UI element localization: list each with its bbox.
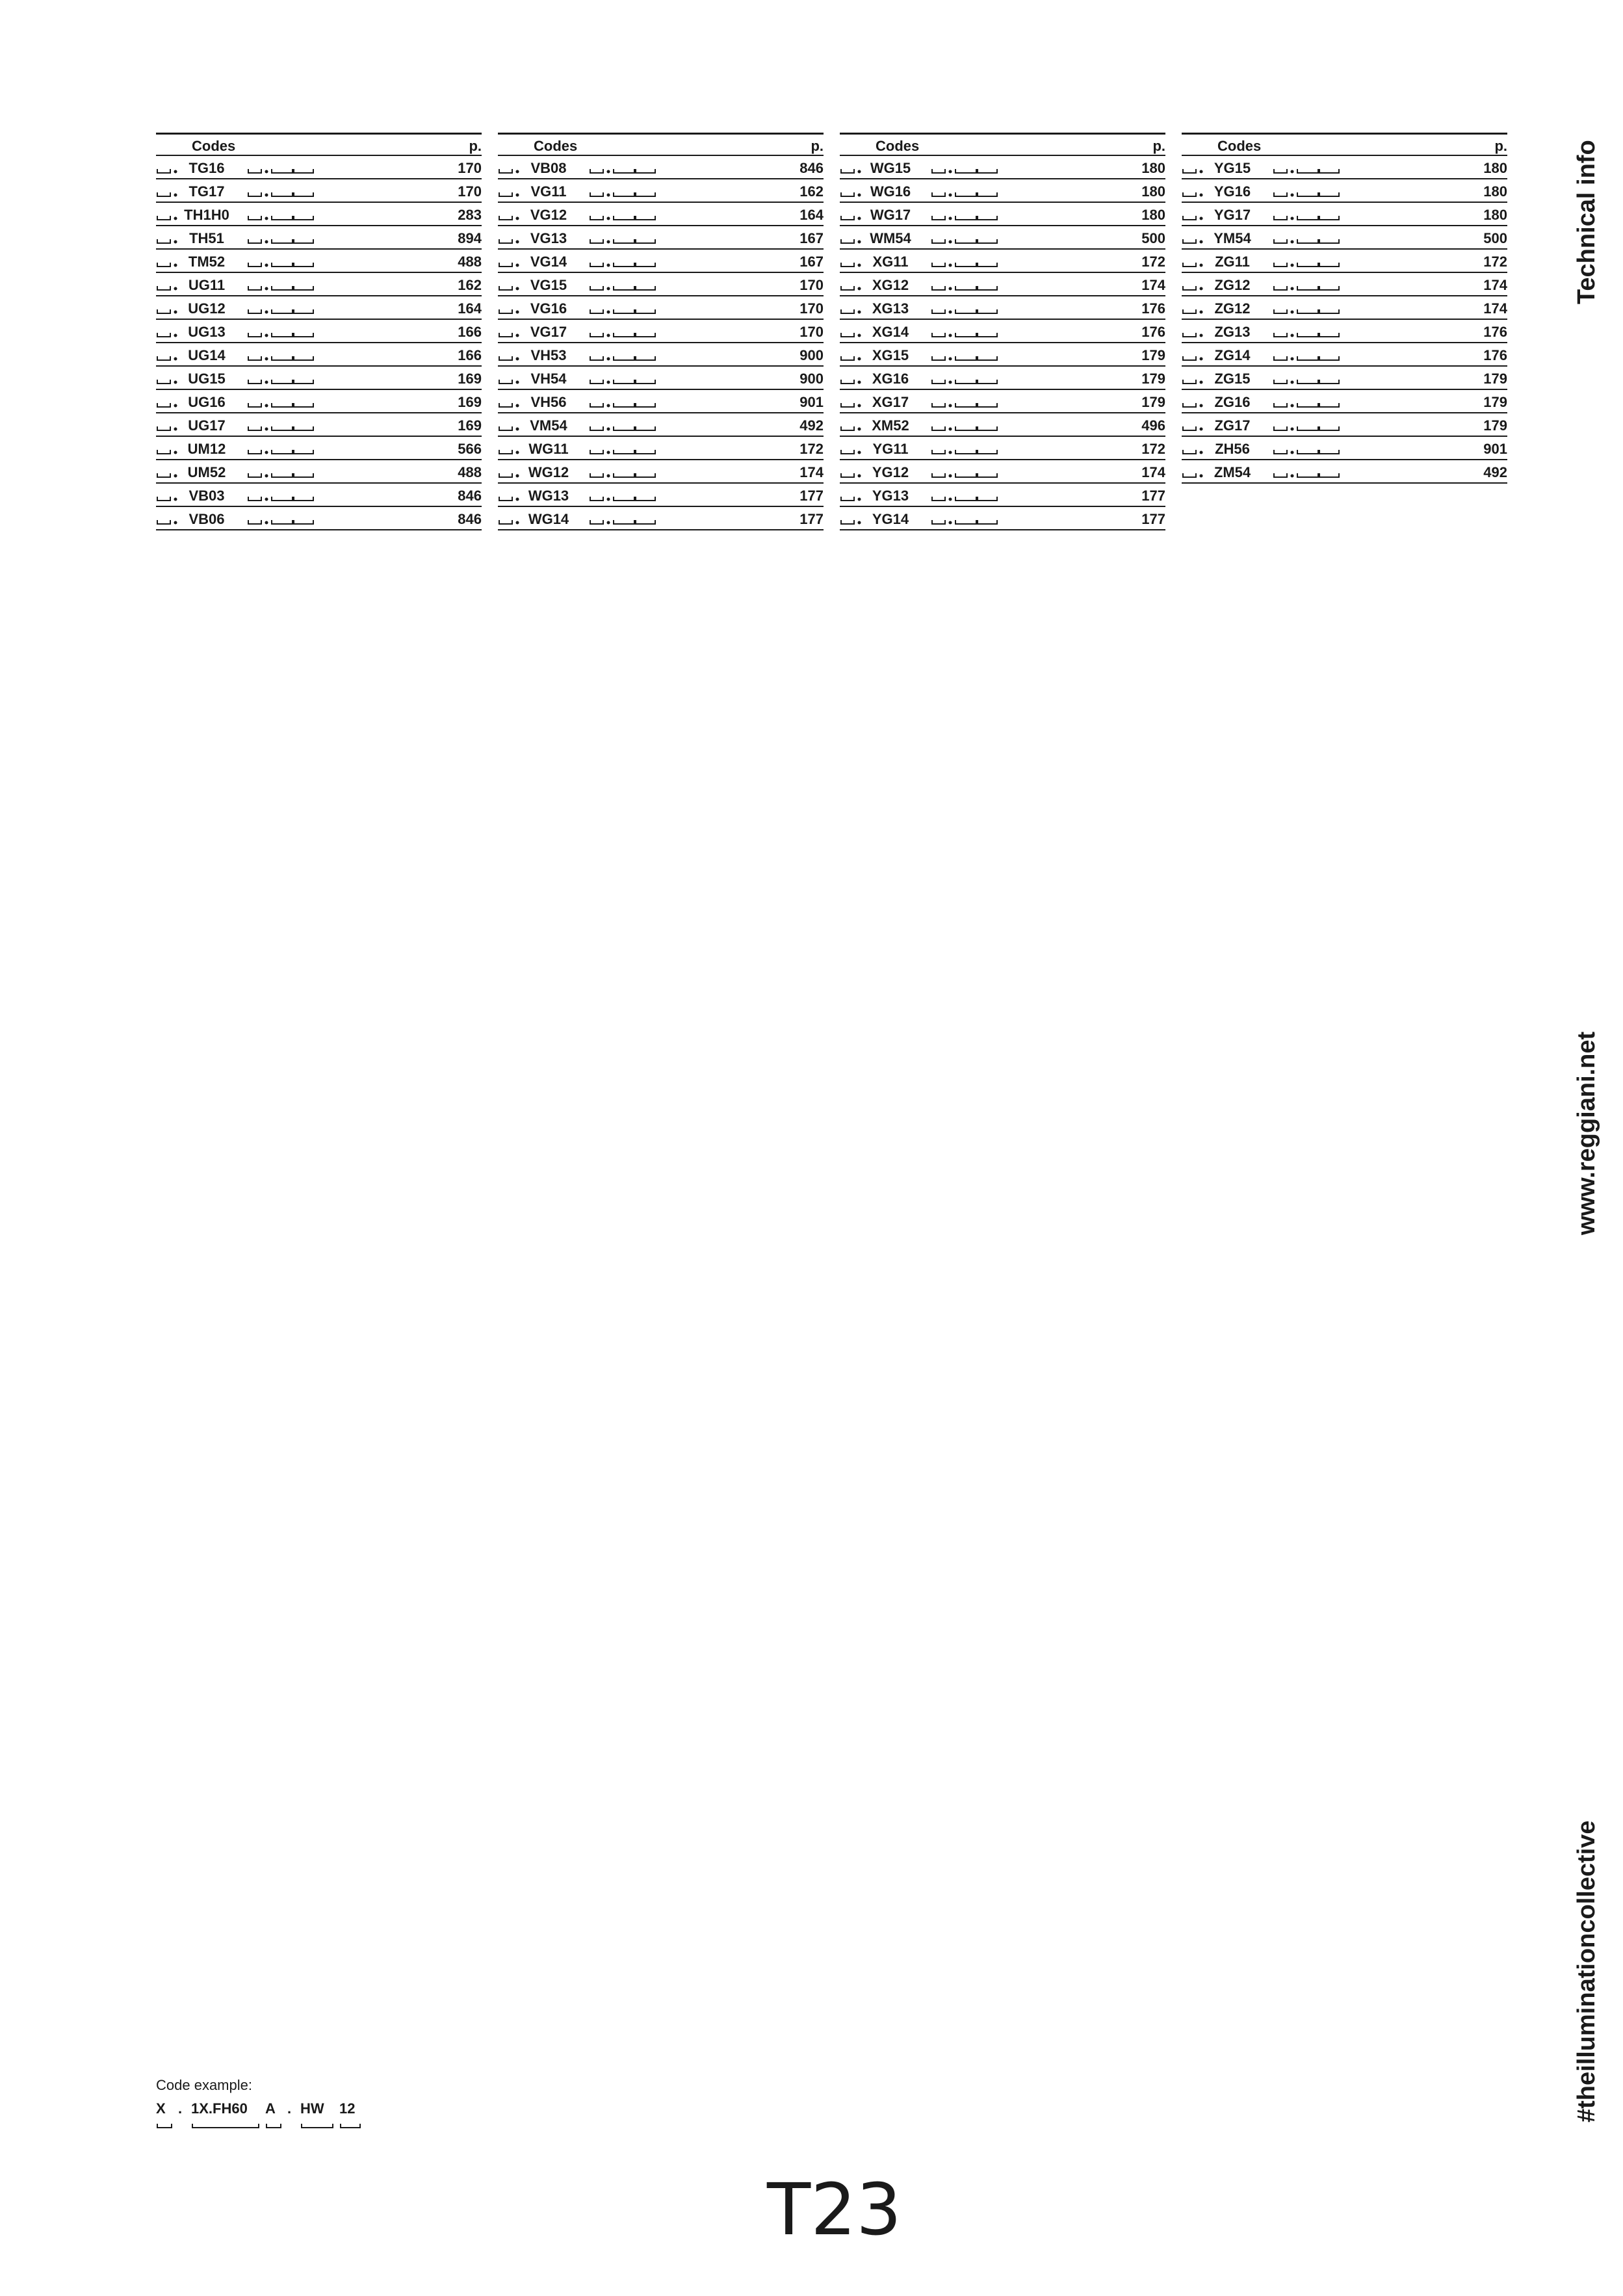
page-ref[interactable]: 177 [799,511,824,527]
suffix-placeholder-icon [1273,300,1340,316]
table-row [840,460,1165,484]
product-code: ZG17 [1214,417,1251,434]
product-code: TM52 [188,254,226,270]
product-code: VB03 [188,488,225,504]
suffix-placeholder-icon [1273,441,1340,456]
table-row [840,296,1165,320]
suffix-placeholder-icon [589,324,656,339]
page-ref[interactable]: 169 [458,371,482,387]
product-code: VG11 [530,183,567,200]
suffix-placeholder-icon [589,371,656,386]
code-part: X [156,2100,166,2117]
table-header [156,133,482,156]
codes-header: Codes [1217,138,1262,154]
suffix-placeholder-icon [247,254,315,269]
table-row [1182,250,1507,273]
product-code: YG17 [1214,207,1251,223]
product-code: ZH56 [1215,441,1250,457]
page-ref[interactable]: 180 [1141,160,1165,176]
table-header [840,133,1165,156]
page-ref[interactable]: 894 [458,230,482,246]
product-code: XM52 [872,417,909,434]
product-code: UG13 [188,324,226,340]
page-ref[interactable]: 488 [458,254,482,270]
product-code: ZM54 [1214,464,1251,480]
product-code: TH51 [189,230,224,246]
page-ref[interactable]: 177 [1141,488,1165,504]
code-part-bracket-icon [265,2115,282,2130]
codes-header: Codes [192,138,236,154]
page-ref[interactable]: 174 [1141,464,1165,480]
suffix-placeholder-icon [247,207,315,222]
code-separator: . [178,2100,183,2117]
product-code: UG12 [188,300,226,317]
product-code: WG12 [528,464,569,480]
code-part: A [265,2100,276,2117]
suffix-placeholder-icon [589,441,656,456]
page-ref[interactable]: 492 [1483,464,1507,480]
product-code: WG16 [870,183,911,200]
page-ref[interactable]: 176 [1141,300,1165,317]
table-row [1182,367,1507,390]
table-row [498,343,824,367]
page-ref[interactable]: 566 [458,441,482,457]
table-row [498,179,824,203]
table-row [1182,296,1507,320]
product-code: YG14 [872,511,909,527]
table-row [498,460,824,484]
table-row [840,437,1165,460]
table-row [156,390,482,413]
page-ref[interactable]: 164 [458,300,482,317]
suffix-placeholder-icon [931,230,998,246]
product-code: VG16 [530,300,567,317]
product-code: ZG12 [1214,277,1251,293]
page-ref[interactable]: 164 [799,207,824,223]
page-ref[interactable]: 174 [1483,277,1507,293]
table-row [498,437,824,460]
suffix-placeholder-icon [247,417,315,433]
page-ref[interactable]: 179 [1141,371,1165,387]
page-ref[interactable]: 162 [799,183,824,200]
table-row [840,343,1165,367]
product-code: XG14 [872,324,909,340]
suffix-placeholder-icon [247,511,315,527]
suffix-placeholder-icon [589,464,656,480]
product-code: ZG16 [1214,394,1251,410]
code-part-bracket-icon [191,2115,260,2130]
codes-header: Codes [876,138,920,154]
page-ref[interactable]: 900 [799,347,824,363]
table-row [840,250,1165,273]
suffix-placeholder-icon [931,277,998,293]
product-code: VH56 [530,394,567,410]
suffix-placeholder-icon [247,488,315,503]
page-ref[interactable]: 177 [799,488,824,504]
page-ref[interactable]: 846 [458,511,482,527]
suffix-placeholder-icon [931,371,998,386]
codes-header: Codes [534,138,578,154]
page-ref[interactable]: 500 [1483,230,1507,246]
product-code: VG12 [530,207,567,223]
product-code: VH53 [530,347,567,363]
table-row [156,343,482,367]
table-row [840,507,1165,530]
suffix-placeholder-icon [589,277,656,293]
table-row [156,484,482,507]
page-ref[interactable]: 176 [1483,347,1507,363]
page-ref[interactable]: 180 [1483,183,1507,200]
page-ref[interactable]: 162 [458,277,482,293]
suffix-placeholder-icon [247,371,315,386]
page-ref[interactable]: 169 [458,417,482,434]
page-ref[interactable]: 170 [799,300,824,317]
suffix-placeholder-icon [1273,371,1340,386]
product-code: VB06 [188,511,225,527]
page-ref[interactable]: 901 [799,394,824,410]
product-code: YM54 [1214,230,1251,246]
code-example-label: Code example: [156,2077,252,2093]
page-header: p. [1494,138,1507,154]
product-code: VG14 [530,254,567,270]
suffix-placeholder-icon [931,511,998,527]
product-code: VG17 [530,324,567,340]
suffix-placeholder-icon [1273,160,1340,176]
table-row [1182,320,1507,343]
table-row [840,273,1165,296]
page-ref[interactable]: 496 [1141,417,1165,434]
suffix-placeholder-icon [247,300,315,316]
table-row [840,413,1165,437]
product-code: VH54 [530,371,567,387]
table-row [498,484,824,507]
product-code: WG14 [528,511,569,527]
table-row [1182,273,1507,296]
page-ref[interactable]: 900 [799,371,824,387]
suffix-placeholder-icon [931,488,998,503]
table-row [840,320,1165,343]
suffix-placeholder-icon [1273,324,1340,339]
page-ref[interactable]: 167 [799,230,824,246]
table-row [498,226,824,250]
suffix-placeholder-icon [247,324,315,339]
code-part-bracket-icon [339,2115,361,2130]
table-row [840,226,1165,250]
suffix-placeholder-icon [247,160,315,176]
suffix-placeholder-icon [589,488,656,503]
page-ref[interactable]: 179 [1141,394,1165,410]
product-code: XG17 [872,394,909,410]
table-row [840,390,1165,413]
suffix-placeholder-icon [1273,207,1340,222]
suffix-placeholder-icon [931,324,998,339]
page-ref[interactable]: 176 [1141,324,1165,340]
suffix-placeholder-icon [1273,183,1340,199]
table-row [498,367,824,390]
table-row [1182,226,1507,250]
table-row [1182,390,1507,413]
suffix-placeholder-icon [1273,277,1340,293]
page-ref[interactable]: 167 [799,254,824,270]
table-row [156,296,482,320]
suffix-placeholder-icon [931,417,998,433]
table-header [498,133,824,156]
code-table-column-2 [498,133,824,530]
page-ref[interactable]: 488 [458,464,482,480]
product-code: XG16 [872,371,909,387]
page-ref[interactable]: 172 [1141,254,1165,270]
suffix-placeholder-icon [247,347,315,363]
code-part-bracket-icon [300,2115,334,2130]
product-code: WG13 [528,488,569,504]
table-row [498,156,824,179]
table-row [1182,460,1507,484]
table-row [156,367,482,390]
page-ref[interactable]: 846 [458,488,482,504]
page-ref[interactable]: 172 [799,441,824,457]
table-row [156,156,482,179]
product-code: UM12 [187,441,226,457]
product-code: YG15 [1214,160,1251,176]
table-row [156,179,482,203]
table-row [498,320,824,343]
table-row [156,507,482,530]
product-code: ZG12 [1214,300,1251,317]
table-row [840,203,1165,226]
product-code: UG14 [188,347,226,363]
page-ref[interactable]: 170 [458,160,482,176]
suffix-placeholder-icon [589,417,656,433]
page-ref[interactable]: 180 [1483,207,1507,223]
suffix-placeholder-icon [589,254,656,269]
page-ref[interactable]: 170 [799,277,824,293]
table-header [1182,133,1507,156]
product-code: ZG11 [1215,254,1250,270]
table-row [156,437,482,460]
code-part: 1X.FH60 [191,2100,248,2117]
page-ref[interactable]: 179 [1483,371,1507,387]
page-ref[interactable]: 179 [1483,394,1507,410]
page-ref[interactable]: 172 [1483,254,1507,270]
page-header: p. [469,138,482,154]
table-row [840,179,1165,203]
table-row [1182,156,1507,179]
product-code: UM52 [187,464,226,480]
suffix-placeholder-icon [931,300,998,316]
table-row [498,273,824,296]
suffix-placeholder-icon [247,277,315,293]
table-row [840,367,1165,390]
table-row [1182,179,1507,203]
page-ref[interactable]: 846 [799,160,824,176]
product-code: YG11 [872,441,909,457]
suffix-placeholder-icon [931,347,998,363]
suffix-placeholder-icon [589,300,656,316]
page-ref[interactable]: 492 [799,417,824,434]
suffix-placeholder-icon [247,183,315,199]
table-row [840,156,1165,179]
suffix-placeholder-icon [931,464,998,480]
page-ref[interactable]: 174 [1483,300,1507,317]
page-ref[interactable]: 901 [1483,441,1507,457]
page-ref[interactable]: 500 [1141,230,1165,246]
product-code: ZG15 [1214,371,1251,387]
suffix-placeholder-icon [931,207,998,222]
page-ref[interactable]: 176 [1483,324,1507,340]
table-row [156,320,482,343]
product-code: VG15 [530,277,567,293]
product-code: TG17 [188,183,225,200]
code-table-column-4 [1182,133,1507,484]
suffix-placeholder-icon [589,207,656,222]
page-ref[interactable]: 179 [1141,347,1165,363]
table-row [498,250,824,273]
product-code: YG16 [1214,183,1251,200]
page-header: p. [811,138,824,154]
product-code: UG11 [188,277,226,293]
page-ref[interactable]: 177 [1141,511,1165,527]
code-example-sample [156,2100,356,2133]
suffix-placeholder-icon [247,441,315,456]
table-row [840,484,1165,507]
suffix-placeholder-icon [931,183,998,199]
suffix-placeholder-icon [589,511,656,527]
page-ref[interactable]: 179 [1483,417,1507,434]
suffix-placeholder-icon [247,230,315,246]
table-row [498,390,824,413]
product-code: VG13 [530,230,567,246]
suffix-placeholder-icon [589,183,656,199]
page-ref[interactable]: 169 [458,394,482,410]
page-ref[interactable]: 170 [458,183,482,200]
product-code: UG15 [188,371,226,387]
product-code: WM54 [870,230,911,246]
product-code: YG12 [872,464,909,480]
suffix-placeholder-icon [931,394,998,410]
table-row [156,413,482,437]
suffix-placeholder-icon [247,394,315,410]
page-ref[interactable]: 166 [458,347,482,363]
product-code: UG17 [188,417,226,434]
suffix-placeholder-icon [1273,464,1340,480]
table-row [156,250,482,273]
product-code: XG13 [872,300,909,317]
page-number: T23 [767,2168,902,2251]
product-code: VM54 [530,417,567,434]
suffix-placeholder-icon [1273,230,1340,246]
product-code: WG11 [528,441,569,457]
suffix-placeholder-icon [1273,394,1340,410]
table-row [498,507,824,530]
suffix-placeholder-icon [931,160,998,176]
code-table-column-3 [840,133,1165,530]
page-ref[interactable]: 283 [458,207,482,223]
suffix-placeholder-icon [931,441,998,456]
code-part: 12 [339,2100,356,2117]
table-row [156,460,482,484]
table-row [156,203,482,226]
code-example [156,2077,356,2133]
product-code: WG15 [870,160,911,176]
page-ref[interactable]: 180 [1141,207,1165,223]
page-ref[interactable]: 166 [458,324,482,340]
page-ref[interactable]: 172 [1141,441,1165,457]
page-ref[interactable]: 174 [1141,277,1165,293]
page-ref[interactable]: 174 [799,464,824,480]
product-code: YG13 [872,488,909,504]
product-code: UG16 [188,394,226,410]
page-ref[interactable]: 170 [799,324,824,340]
product-code: TH1H0 [184,207,229,223]
product-code: WG17 [870,207,911,223]
suffix-placeholder-icon [589,160,656,176]
table-row [498,296,824,320]
suffix-placeholder-icon [1273,347,1340,363]
product-code: XG11 [872,254,909,270]
product-code: XG15 [872,347,909,363]
table-row [156,273,482,296]
code-table-column-1 [156,133,482,530]
suffix-placeholder-icon [589,347,656,363]
table-row [1182,437,1507,460]
table-row [1182,343,1507,367]
page-ref[interactable]: 180 [1141,183,1165,200]
table-row [156,226,482,250]
suffix-placeholder-icon [589,230,656,246]
code-part: HW [300,2100,324,2117]
table-row [498,203,824,226]
table-row [498,413,824,437]
page-ref[interactable]: 180 [1483,160,1507,176]
suffix-placeholder-icon [1273,254,1340,269]
code-separator: . [287,2100,292,2117]
product-code: ZG14 [1214,347,1251,363]
suffix-placeholder-icon [589,394,656,410]
suffix-placeholder-icon [931,254,998,269]
code-part-bracket-icon [156,2115,173,2130]
product-code: XG12 [872,277,909,293]
table-row [1182,203,1507,226]
table-row [1182,413,1507,437]
product-code: TG16 [188,160,225,176]
product-code: VB08 [530,160,567,176]
suffix-placeholder-icon [247,464,315,480]
page-header: p. [1152,138,1165,154]
suffix-placeholder-icon [1273,417,1340,433]
product-code: ZG13 [1214,324,1251,340]
